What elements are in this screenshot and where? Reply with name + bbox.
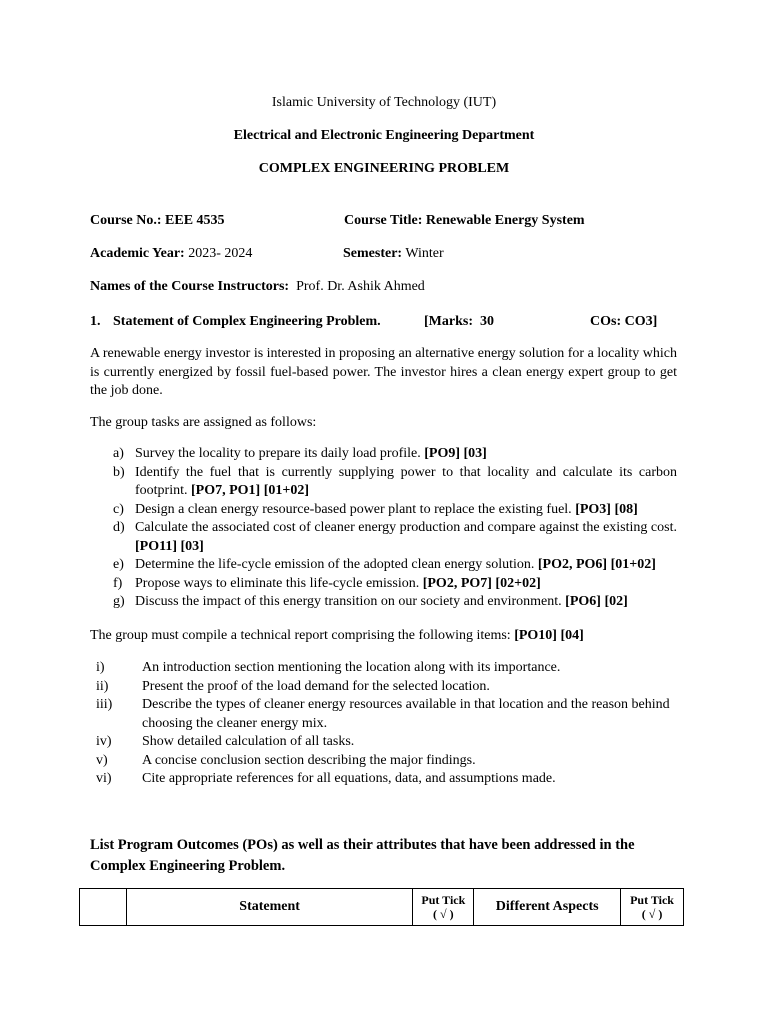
table-header-row [80,889,684,926]
list-item: v) A concise conclusion section describing the major findings. [96,752,476,768]
section-heading: Statement of Complex Engineering Problem. [113,314,381,329]
task-list [90,445,677,612]
table-header-put-tick: Put Tick ( √ ) [621,889,684,926]
tasks-intro: The group tasks are assigned as follows: [90,415,317,430]
course-instructors: Names of the Course Instructors: Prof. Dr. Ashik Ahmed [90,279,425,294]
academic-year: Academic Year: 2023- 2024 [90,246,253,261]
list-item: g) Discuss the impact of this energy transition on our society and environment. [PO6] [02] [113,594,628,609]
report-intro: The group must compile a technical report comprising the following items: [PO10] [04] [90,628,584,643]
list-item: c) Design a clean energy resource-based power plant to replace the existing fuel. [PO3] [08] [113,501,638,517]
section-cos: COs: CO3] [590,314,658,329]
table-header-aspects: Different Aspects [474,889,621,926]
list-item: iii) Describe the types of cleaner energy resources available in that location and the reason behind choosing the cleaner energy mix. [96,697,670,731]
department-name: Electrical and Electronic Engineering Department [233,128,535,143]
list-item: f) Propose ways to eliminate this life-cycle emission. [PO2, PO7] [02+02] [113,575,541,591]
list-item: e) Determine the life-cycle emission of the adopted clean energy solution. [PO2, PO6] [01+02] [113,557,656,572]
university-name: Islamic University of Technology (IUT) [271,95,497,110]
po-table [79,888,684,926]
list-item: b) Identify the fuel that is currently supplying power to that locality and calculate its carbon footprint. [PO7, PO1] [01+02] [113,464,677,498]
list-item: a) Survey the locality to prepare its daily load profile. [PO9] [03] [113,446,487,461]
table-header-statement: Statement [126,889,412,926]
po-heading: List Program Outcomes (POs) as well as their attributes that have been addressed in the Complex Engineering Problem. [90,837,635,874]
list-item: i) An introduction section mentioning the location along with its importance. [96,660,561,675]
list-item: iv) Show detailed calculation of all tasks. [96,734,355,749]
report-item-list [96,659,676,789]
section-marks: [Marks: 30 [424,314,494,329]
list-item: ii) Present the proof of the load demand for the selected location. [96,678,490,694]
course-no: Course No.: EEE 4535 [90,213,225,228]
section-number: 1. [90,314,101,329]
intro-paragraph: A renewable energy investor is interested in proposing an alternative energy solution for a locality which is currently energized by fossil fuel-based power. The investor hires a clean energy expert group to get the job done. [90,346,677,398]
list-item: d) Calculate the associated cost of cleaner energy production and compare against the existing cost. [PO11] [03] [113,520,677,554]
table-header-put-tick: Put Tick ( √ ) [413,889,474,926]
course-title: Course Title: Renewable Energy System [344,213,585,228]
list-item: vi) Cite appropriate references for all equations, data, and assumptions made. [96,771,556,786]
table-cell-blank [80,889,127,926]
document-title: COMPLEX ENGINEERING PROBLEM [258,161,510,176]
semester: Semester: Winter [343,246,444,261]
